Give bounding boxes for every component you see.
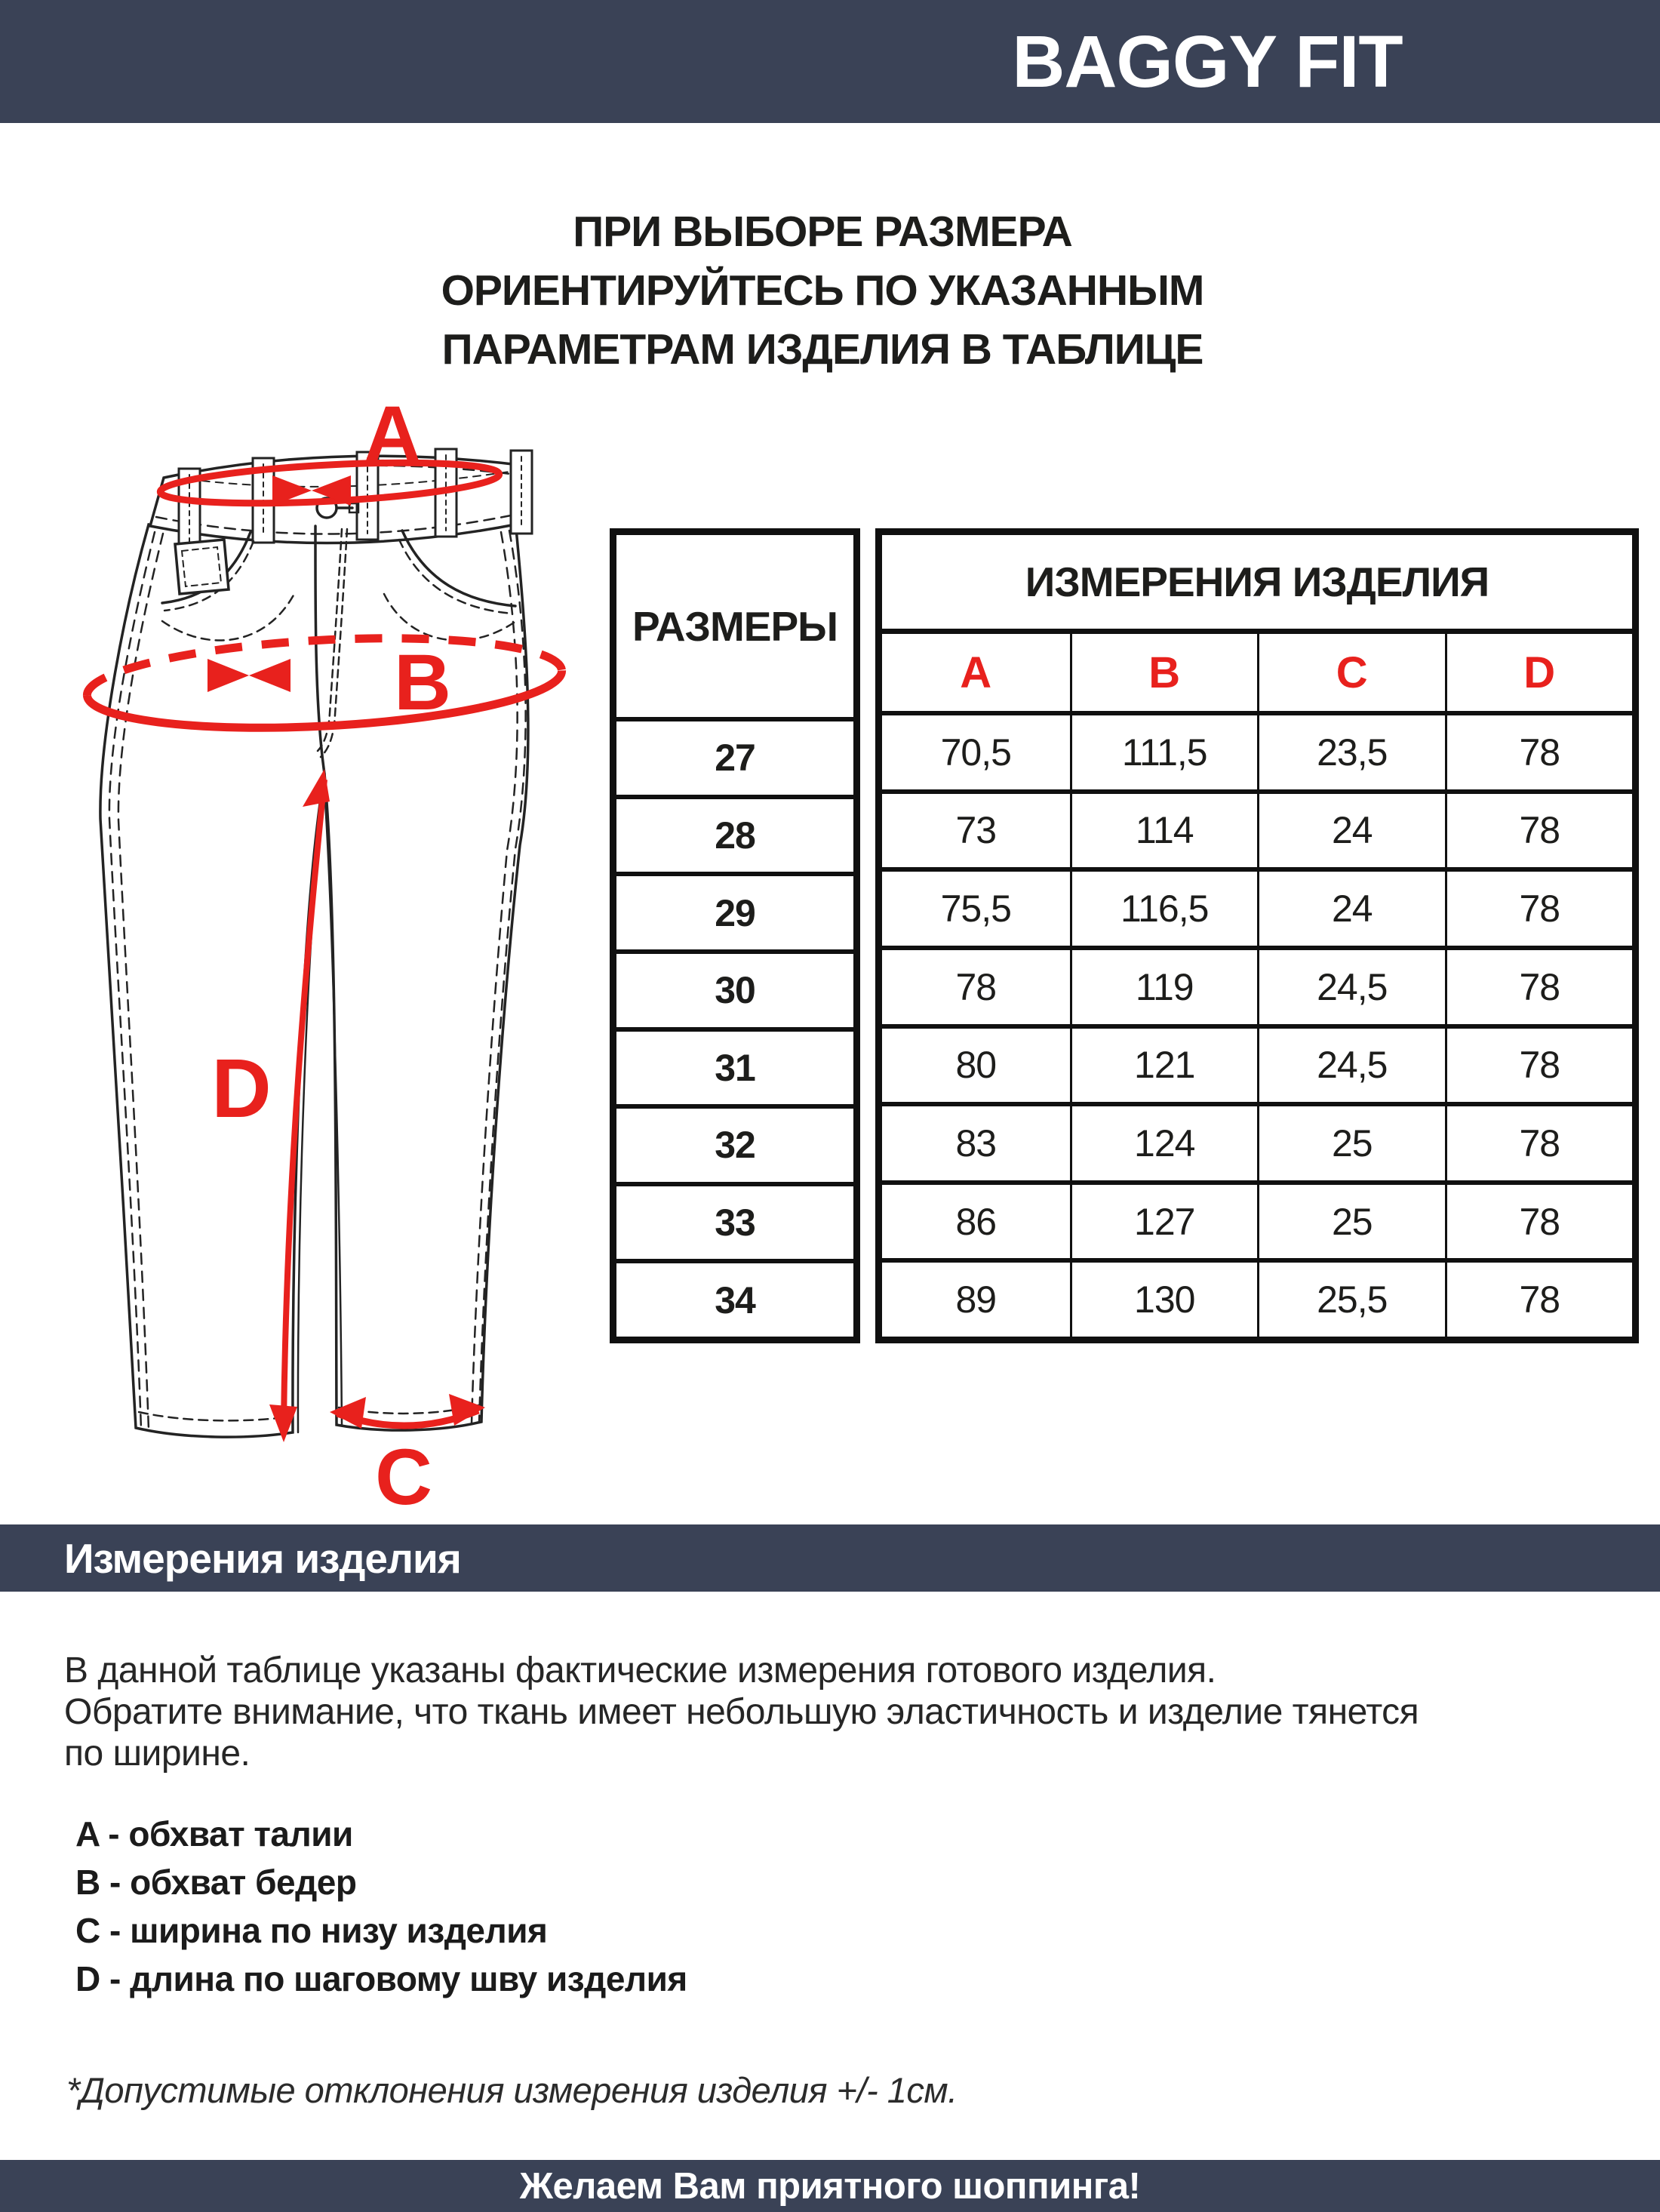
diagram-label-d: D	[211, 1042, 272, 1135]
section-bar-title: Измерения изделия	[64, 1534, 461, 1582]
measurement-legend	[75, 1810, 687, 2003]
fit-title: BAGGY FIT	[1012, 20, 1403, 103]
measure-cell-d: 78	[1445, 1258, 1633, 1337]
measure-cell-d: 78	[1445, 946, 1633, 1024]
measure-cell-d: 78	[1445, 789, 1633, 868]
measure-cell-d: 78	[1445, 1102, 1633, 1180]
measure-cell-d: 78	[1445, 711, 1633, 789]
measurements-group-header: ИЗМЕРЕНИЯ ИЗДЕЛИЯ	[882, 535, 1632, 634]
col-header-a: A	[960, 648, 992, 697]
measure-cell-c: 24	[1257, 867, 1445, 946]
legend-item-c: C - ширина по низу изделия	[75, 1911, 548, 1950]
measure-cell-b: 114	[1070, 789, 1258, 868]
col-header-d: D	[1445, 634, 1633, 711]
measure-cell-c: 23,5	[1257, 711, 1445, 789]
description-line2: Обратите внимание, что ткань имеет небольшую эластичность и изделие тянется	[64, 1692, 1419, 1732]
description-line1: В данной таблице указаны фактические измерения готового изделия.	[64, 1651, 1216, 1691]
diagram-label-b: B	[394, 638, 451, 727]
measure-cell-b: 124	[1070, 1102, 1258, 1180]
measure-cell-b: 111,5	[1070, 711, 1258, 789]
measure-cell-d: 78	[1445, 867, 1633, 946]
measure-cell-c: 24	[1257, 789, 1445, 868]
size-cell: 32	[616, 1104, 853, 1182]
page-title-line3: ПАРАМЕТРАМ ИЗДЕЛИЯ В ТАБЛИЦЕ	[441, 325, 1204, 374]
measure-cell-a: 78	[882, 946, 1070, 1024]
size-cell: 31	[616, 1027, 853, 1105]
size-cell: 33	[616, 1182, 853, 1260]
measure-cell-a: 75,5	[882, 867, 1070, 946]
measure-cell-a: 86	[882, 1180, 1070, 1259]
measure-cell-c: 24,5	[1257, 946, 1445, 1024]
measure-cell-a: 83	[882, 1102, 1070, 1180]
measure-cell-b: 119	[1070, 946, 1258, 1024]
measure-cell-b: 116,5	[1070, 867, 1258, 946]
tolerance-note: *Допустимые отклонения измерения изделия +/- 1см.	[66, 2070, 958, 2110]
size-col-header: РАЗМЕРЫ	[632, 602, 838, 650]
measure-cell-b: 130	[1070, 1258, 1258, 1337]
size-cell: 27	[616, 717, 853, 795]
footer-message: Желаем Вам приятного шоппинга!	[519, 2165, 1141, 2207]
diagram-label-a: A	[364, 390, 421, 478]
jeans-technical-drawing	[64, 374, 577, 1521]
section-bar	[0, 1524, 1660, 1592]
description-line3: по ширине.	[64, 1734, 251, 1774]
page-title-line2: ОРИЕНТИРУЙТЕСЬ ПО УКАЗАННЫМ	[441, 266, 1204, 315]
measure-cell-d: 78	[1445, 1180, 1633, 1259]
size-cell: 28	[616, 795, 853, 872]
size-cell: 30	[616, 949, 853, 1027]
diagram-label-c: C	[375, 1433, 432, 1521]
measure-cell-c: 25	[1257, 1102, 1445, 1180]
top-bar	[0, 0, 1660, 123]
measure-cell-a: 80	[882, 1024, 1070, 1103]
legend-item-a: A - обхват талии	[75, 1814, 353, 1854]
measure-cell-d: 78	[1445, 1024, 1633, 1103]
measurements-table	[875, 528, 1639, 1343]
measure-cell-b: 127	[1070, 1180, 1258, 1259]
measure-cell-c: 25,5	[1257, 1258, 1445, 1337]
measure-cell-c: 24,5	[1257, 1024, 1445, 1103]
jeans-outline-group	[100, 449, 532, 1437]
jeans-silhouette	[100, 521, 528, 1437]
col-header-b: B	[1070, 634, 1258, 711]
page-title	[332, 202, 1313, 379]
legend-item-d: D - длина по шаговому шву изделия	[75, 1959, 687, 1998]
measure-cell-c: 25	[1257, 1180, 1445, 1259]
col-header-c: C	[1257, 634, 1445, 711]
size-cell: 29	[616, 872, 853, 949]
measure-cell-a: 73	[882, 789, 1070, 868]
measure-cell-a: 89	[882, 1258, 1070, 1337]
measure-cell-a: 70,5	[882, 711, 1070, 789]
page-title-line1: ПРИ ВЫБОРЕ РАЗМЕРА	[573, 208, 1072, 256]
size-table	[610, 528, 860, 1343]
legend-item-b: B - обхват бедер	[75, 1863, 357, 1902]
footer-bar	[0, 2160, 1660, 2212]
description-paragraph	[64, 1650, 1618, 1774]
size-cell: 34	[616, 1259, 853, 1337]
measure-cell-b: 121	[1070, 1024, 1258, 1103]
coin-pocket	[175, 540, 229, 594]
